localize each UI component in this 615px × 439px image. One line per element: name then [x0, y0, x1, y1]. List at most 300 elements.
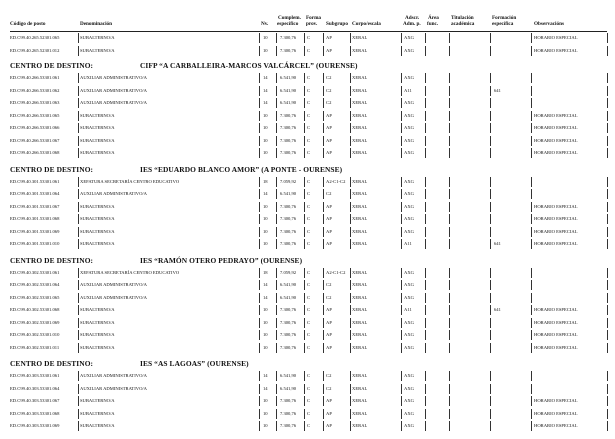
cell-adscr: AXG — [404, 423, 414, 428]
cell-adscr: AXG — [404, 319, 414, 325]
cell-obs: HORARIO ESPECIAL — [534, 47, 578, 53]
cell-divider — [531, 86, 532, 96]
cell-obs: HORARIO ESPECIAL — [534, 112, 578, 118]
cell-divider — [78, 227, 79, 237]
cell-divider — [449, 280, 450, 290]
cell-codigo: ED.C99.40.301.53301.064 — [10, 191, 60, 196]
cell-sub: AP — [326, 35, 332, 40]
cell-comp: 7.300,76 — [280, 216, 297, 221]
cell-divider — [607, 384, 608, 394]
cell-divider — [276, 46, 277, 56]
cell-sub: AP — [326, 150, 332, 155]
cell-divider — [350, 46, 351, 56]
cell-divider — [350, 123, 351, 133]
cell-den: AUXILIAR ADMINISTRATIVO/A — [80, 385, 147, 391]
cell-comp: 7.300,76 — [280, 137, 297, 143]
cell-divider — [401, 98, 402, 108]
cell-sub: AP — [326, 398, 332, 403]
cell-divider — [276, 73, 277, 83]
cell-codigo: ED.C99.40.266.53301.062 — [10, 87, 60, 93]
cell-obs: HORARIO ESPECIAL — [534, 241, 578, 246]
cell-divider — [401, 384, 402, 394]
cell-den: SUBALTERNO/A — [80, 47, 115, 53]
cell-forma: C — [307, 373, 311, 378]
cell-forma: C — [307, 423, 311, 428]
cell-divider — [607, 214, 608, 224]
cell-adscr: AXG — [404, 344, 414, 350]
cell-adscr: AXG — [404, 385, 414, 391]
cell-divider — [323, 111, 324, 121]
cell-divider — [607, 396, 608, 406]
cell-divider — [531, 343, 532, 353]
cell-nv: 10 — [263, 241, 268, 246]
cell-nv: 10 — [263, 216, 268, 221]
cell-nv: 18 — [263, 178, 268, 184]
cell-forma: C — [307, 178, 311, 184]
cell-divider — [449, 343, 450, 353]
cell-comp: 7.300,76 — [280, 47, 297, 53]
cell-divider — [323, 280, 324, 290]
table-row — [0, 342, 615, 354]
cell-divider — [78, 268, 79, 278]
cell-divider — [304, 293, 305, 303]
table-row — [0, 395, 615, 407]
cell-forma: C — [307, 191, 311, 196]
cell-sub: AP — [326, 241, 332, 246]
cell-divider — [304, 421, 305, 431]
cell-forma: C — [307, 241, 311, 246]
section-heading — [10, 255, 610, 267]
section-label: CENTRO DE DESTINO: — [10, 61, 94, 70]
cell-divider — [259, 98, 260, 108]
cell-divider — [449, 33, 450, 43]
cell-divider — [350, 214, 351, 224]
cell-sub: C2 — [326, 373, 332, 378]
cell-sub: AP — [326, 125, 332, 130]
cell-divider — [350, 293, 351, 303]
cell-divider — [401, 86, 402, 96]
cell-divider — [304, 371, 305, 381]
cell-divider — [607, 421, 608, 431]
cell-divider — [259, 177, 260, 187]
cell-divider — [304, 268, 305, 278]
cell-divider — [78, 177, 79, 187]
cell-divider — [276, 421, 277, 431]
cell-divider — [350, 111, 351, 121]
cell-corpo: XERAL — [352, 87, 368, 93]
cell-divider — [78, 33, 79, 43]
cell-sub: AP — [326, 423, 332, 428]
cell-divider — [304, 280, 305, 290]
cell-divider — [323, 73, 324, 83]
cell-divider — [449, 293, 450, 303]
cell-corpo: XERAL — [352, 203, 368, 209]
cell-sub: AP — [326, 203, 332, 209]
cell-divider — [78, 189, 79, 199]
cell-divider — [350, 33, 351, 43]
cell-divider — [259, 136, 260, 146]
cell-den: AUXILIAR ADMINISTRATIVO/A — [80, 87, 147, 93]
cell-divider — [323, 421, 324, 431]
table-row — [0, 329, 615, 341]
cell-codigo: ED.C99.40.302.53301.064 — [10, 282, 60, 287]
header-subgrupo: Subgrupo — [326, 21, 348, 27]
cell-divider — [78, 73, 79, 83]
cell-divider — [259, 421, 260, 431]
cell-sub: AP — [326, 332, 332, 337]
section-name: CIFP “A CARBALLEIRA-MARCOS VALCÁRCEL” (OURENSE) — [140, 61, 358, 70]
cell-divider — [276, 384, 277, 394]
cell-corpo: XERAL — [352, 385, 368, 391]
cell-divider — [425, 33, 426, 43]
cell-divider — [304, 98, 305, 108]
cell-codigo: ED.C99.40.303.53301.064 — [10, 385, 60, 391]
cell-den: AUXILIAR ADMINISTRATIVO/A — [80, 373, 147, 378]
cell-divider — [401, 343, 402, 353]
cell-divider — [490, 318, 491, 328]
cell-divider — [531, 189, 532, 199]
cell-divider — [304, 396, 305, 406]
cell-divider — [531, 33, 532, 43]
table-row — [0, 238, 615, 250]
cell-divider — [401, 33, 402, 43]
cell-sub: AP — [326, 307, 332, 312]
cell-sub: AP — [326, 228, 332, 234]
cell-corpo: XERAL — [352, 332, 368, 337]
cell-den: SUBALTERNO/A — [80, 398, 115, 403]
cell-corpo: XERAL — [352, 307, 368, 312]
table-row — [0, 226, 615, 238]
cell-divider — [276, 330, 277, 340]
cell-divider — [350, 343, 351, 353]
cell-divider — [490, 73, 491, 83]
cell-corpo: XERAL — [352, 100, 368, 105]
cell-forma: C — [307, 269, 311, 275]
cell-forma: C — [307, 307, 311, 312]
cell-divider — [449, 409, 450, 419]
cell-adscr: AXG — [404, 35, 414, 40]
table-row — [0, 32, 615, 44]
cell-divider — [350, 148, 351, 158]
cell-divider — [490, 111, 491, 121]
cell-divider — [607, 46, 608, 56]
cell-divider — [531, 177, 532, 187]
cell-corpo: XERAL — [352, 47, 368, 53]
cell-codigo: ED.C99.40.266.53301.061 — [10, 75, 60, 80]
cell-codigo: ED.C99.40.302.53301.069 — [10, 319, 60, 325]
cell-adscr: AXG — [404, 178, 414, 184]
cell-forma: C — [307, 100, 311, 105]
cell-divider — [276, 202, 277, 212]
cell-nv: 14 — [263, 75, 268, 80]
cell-codigo: ED.C99.40.266.53301.063 — [10, 100, 60, 105]
cell-corpo: XERAL — [352, 35, 368, 40]
cell-sub: C2 — [326, 100, 332, 105]
cell-divider — [607, 86, 608, 96]
cell-divider — [531, 268, 532, 278]
cell-nv: 10 — [263, 150, 268, 155]
cell-divider — [276, 227, 277, 237]
cell-comp: 7.300,76 — [280, 398, 297, 403]
cell-adscr: AXG — [404, 282, 414, 287]
cell-divider — [531, 136, 532, 146]
cell-divider — [490, 268, 491, 278]
cell-forma: C — [307, 75, 311, 80]
cell-adscr: AXG — [404, 47, 414, 53]
cell-divider — [276, 268, 277, 278]
section-name: IES “EDUARDO BLANCO AMOR” (A PONTE - OURENSE) — [140, 164, 343, 174]
cell-divider — [276, 293, 277, 303]
cell-adscr: AXG — [404, 75, 414, 80]
cell-divider — [401, 409, 402, 419]
cell-nv: 10 — [263, 398, 268, 403]
cell-divider — [304, 111, 305, 121]
header-prov: prov. — [306, 21, 318, 27]
cell-divider — [531, 202, 532, 212]
cell-codigo: ED.C99.40.303.53301.068 — [10, 410, 60, 416]
cell-divider — [304, 148, 305, 158]
header-adm-p: Adm. p. — [403, 21, 421, 27]
cell-divider — [401, 202, 402, 212]
cell-den: SUBALTERNO/A — [80, 319, 115, 325]
cell-nv: 14 — [263, 100, 268, 105]
header-especifica: específica — [492, 21, 514, 27]
cell-nv: 14 — [263, 385, 268, 391]
cell-divider — [276, 148, 277, 158]
cell-divider — [449, 421, 450, 431]
cell-den: SUBALTERNO/A — [80, 410, 115, 416]
cell-forma: C — [307, 137, 311, 143]
cell-comp: 6.541,90 — [280, 100, 297, 105]
cell-divider — [78, 86, 79, 96]
cell-den: SUBALTERNO/A — [80, 241, 115, 246]
cell-divider — [607, 318, 608, 328]
cell-divider — [259, 33, 260, 43]
cell-divider — [350, 318, 351, 328]
cell-codigo: ED.C99.40.301.53301.010 — [10, 241, 60, 246]
cell-divider — [449, 227, 450, 237]
cell-divider — [304, 136, 305, 146]
cell-divider — [323, 384, 324, 394]
cell-divider — [323, 409, 324, 419]
cell-divider — [323, 148, 324, 158]
cell-comp: 7.300,76 — [280, 241, 297, 246]
cell-divider — [425, 177, 426, 187]
header-academica: académica — [451, 21, 475, 27]
cell-nv: 10 — [263, 228, 268, 234]
cell-nv: 10 — [263, 410, 268, 416]
cell-divider — [490, 396, 491, 406]
cell-nv: 10 — [263, 47, 268, 53]
header-complem: Complem. — [278, 15, 301, 21]
cell-divider — [531, 409, 532, 419]
cell-divider — [607, 268, 608, 278]
table-row — [0, 72, 615, 84]
cell-adscr: AXG — [404, 112, 414, 118]
cell-forma: C — [307, 385, 311, 391]
cell-corpo: XERAL — [352, 191, 368, 196]
cell-divider — [425, 123, 426, 133]
header-nv: Nv. — [261, 21, 269, 27]
table-row — [0, 267, 615, 279]
header-codigo: Código de posto — [10, 21, 46, 27]
cell-sub: C2 — [326, 385, 332, 391]
cell-divider — [401, 330, 402, 340]
cell-den: XEFATURA SECRETARÍA CENTRO EDUCATIVO — [80, 178, 180, 184]
cell-divider — [259, 123, 260, 133]
cell-divider — [449, 136, 450, 146]
cell-comp: 7.300,76 — [280, 150, 297, 155]
cell-corpo: XERAL — [352, 373, 368, 378]
cell-divider — [401, 123, 402, 133]
cell-obs: HORARIO ESPECIAL — [534, 332, 578, 337]
header-especifico: específico — [277, 21, 299, 27]
cell-divider — [490, 123, 491, 133]
cell-codigo: ED.C99.40.302.53301.068 — [10, 307, 60, 312]
cell-den: SUBALTERNO/A — [80, 307, 115, 312]
cell-divider — [401, 293, 402, 303]
cell-divider — [304, 73, 305, 83]
cell-divider — [323, 268, 324, 278]
cell-divider — [259, 239, 260, 249]
cell-codigo: ED.C99.40.303.53301.061 — [10, 373, 60, 378]
cell-divider — [304, 384, 305, 394]
cell-forma: C — [307, 47, 311, 53]
cell-divider — [490, 136, 491, 146]
cell-divider — [259, 189, 260, 199]
cell-divider — [425, 227, 426, 237]
cell-divider — [449, 384, 450, 394]
cell-divider — [259, 330, 260, 340]
cell-divider — [350, 268, 351, 278]
cell-divider — [607, 227, 608, 237]
cell-divider — [276, 409, 277, 419]
cell-obs: HORARIO ESPECIAL — [534, 137, 578, 143]
cell-nv: 10 — [263, 137, 268, 143]
cell-divider — [401, 280, 402, 290]
cell-divider — [531, 305, 532, 315]
cell-divider — [449, 86, 450, 96]
cell-divider — [449, 318, 450, 328]
cell-comp: 7.300,76 — [280, 125, 297, 130]
cell-divider — [304, 318, 305, 328]
cell-den: AUXILIAR ADMINISTRATIVO/A — [80, 75, 147, 80]
cell-divider — [78, 384, 79, 394]
cell-comp: 7.300,76 — [280, 35, 297, 40]
cell-divider — [304, 177, 305, 187]
cell-divider — [78, 330, 79, 340]
cell-divider — [449, 123, 450, 133]
cell-divider — [78, 421, 79, 431]
cell-divider — [350, 396, 351, 406]
cell-nv: 10 — [263, 332, 268, 337]
cell-nv: 10 — [263, 125, 268, 130]
cell-divider — [350, 177, 351, 187]
section-label: CENTRO DE DESTINO: — [10, 359, 94, 368]
cell-divider — [490, 280, 491, 290]
cell-divider — [490, 343, 491, 353]
cell-den: SUBALTERNO/A — [80, 332, 115, 337]
header-denominacion: Denominación — [80, 21, 112, 27]
cell-forma: C — [307, 203, 311, 209]
cell-divider — [350, 227, 351, 237]
cell-nv: 10 — [263, 112, 268, 118]
cell-comp: 6.541,90 — [280, 282, 297, 287]
cell-divider — [304, 305, 305, 315]
cell-divider — [425, 214, 426, 224]
cell-comp: 6.541,90 — [280, 191, 297, 196]
cell-den: SUBALTERNO/A — [80, 125, 115, 130]
section-label: CENTRO DE DESTINO: — [10, 164, 94, 174]
cell-den: SUBALTERNO/A — [80, 344, 115, 350]
cell-comp: 7.300,76 — [280, 410, 297, 416]
cell-divider — [276, 98, 277, 108]
cell-divider — [425, 318, 426, 328]
cell-divider — [607, 409, 608, 419]
cell-corpo: XERAL — [352, 75, 368, 80]
cell-nv: 10 — [263, 319, 268, 325]
cell-divider — [425, 268, 426, 278]
cell-divider — [401, 136, 402, 146]
cell-comp: 6.541,90 — [280, 385, 297, 391]
cell-divider — [276, 123, 277, 133]
cell-divider — [78, 371, 79, 381]
cell-divider — [425, 293, 426, 303]
cell-divider — [78, 136, 79, 146]
cell-sub: C2 — [326, 75, 332, 80]
cell-nv: 10 — [263, 344, 268, 350]
cell-divider — [350, 409, 351, 419]
cell-nv: 14 — [263, 87, 268, 93]
cell-sub: AP — [326, 344, 332, 350]
cell-divider — [259, 214, 260, 224]
cell-divider — [425, 305, 426, 315]
cell-sub: C2 — [326, 294, 332, 300]
cell-divider — [304, 409, 305, 419]
cell-divider — [276, 86, 277, 96]
cell-obs: HORARIO ESPECIAL — [534, 35, 578, 40]
cell-divider — [304, 202, 305, 212]
cell-divider — [607, 371, 608, 381]
cell-divider — [401, 239, 402, 249]
cell-obs: HORARIO ESPECIAL — [534, 410, 578, 416]
cell-divider — [259, 227, 260, 237]
cell-divider — [323, 343, 324, 353]
cell-divider — [490, 227, 491, 237]
cell-divider — [449, 177, 450, 187]
cell-sub: AP — [326, 47, 332, 53]
cell-comp: 7.059,92 — [280, 178, 297, 184]
cell-divider — [531, 148, 532, 158]
cell-divider — [78, 46, 79, 56]
cell-adscr: AXG — [404, 150, 414, 155]
cell-divider — [425, 343, 426, 353]
cell-nv: 14 — [263, 294, 268, 300]
cell-divider — [276, 280, 277, 290]
cell-nv: 10 — [263, 35, 268, 40]
cell-codigo: ED.C99.40.266.53301.065 — [10, 112, 60, 118]
section-name: IES “AS LAGOAS” (OURENSE) — [140, 359, 249, 368]
cell-divider — [449, 330, 450, 340]
cell-codigo: ED.C99.40.302.53301.065 — [10, 294, 60, 300]
cell-divider — [259, 409, 260, 419]
cell-divider — [490, 293, 491, 303]
table-row — [0, 292, 615, 304]
cell-nv: 10 — [263, 203, 268, 209]
cell-den: SUBALTERNO/A — [80, 137, 115, 143]
table-row — [0, 147, 615, 159]
cell-divider — [401, 111, 402, 121]
